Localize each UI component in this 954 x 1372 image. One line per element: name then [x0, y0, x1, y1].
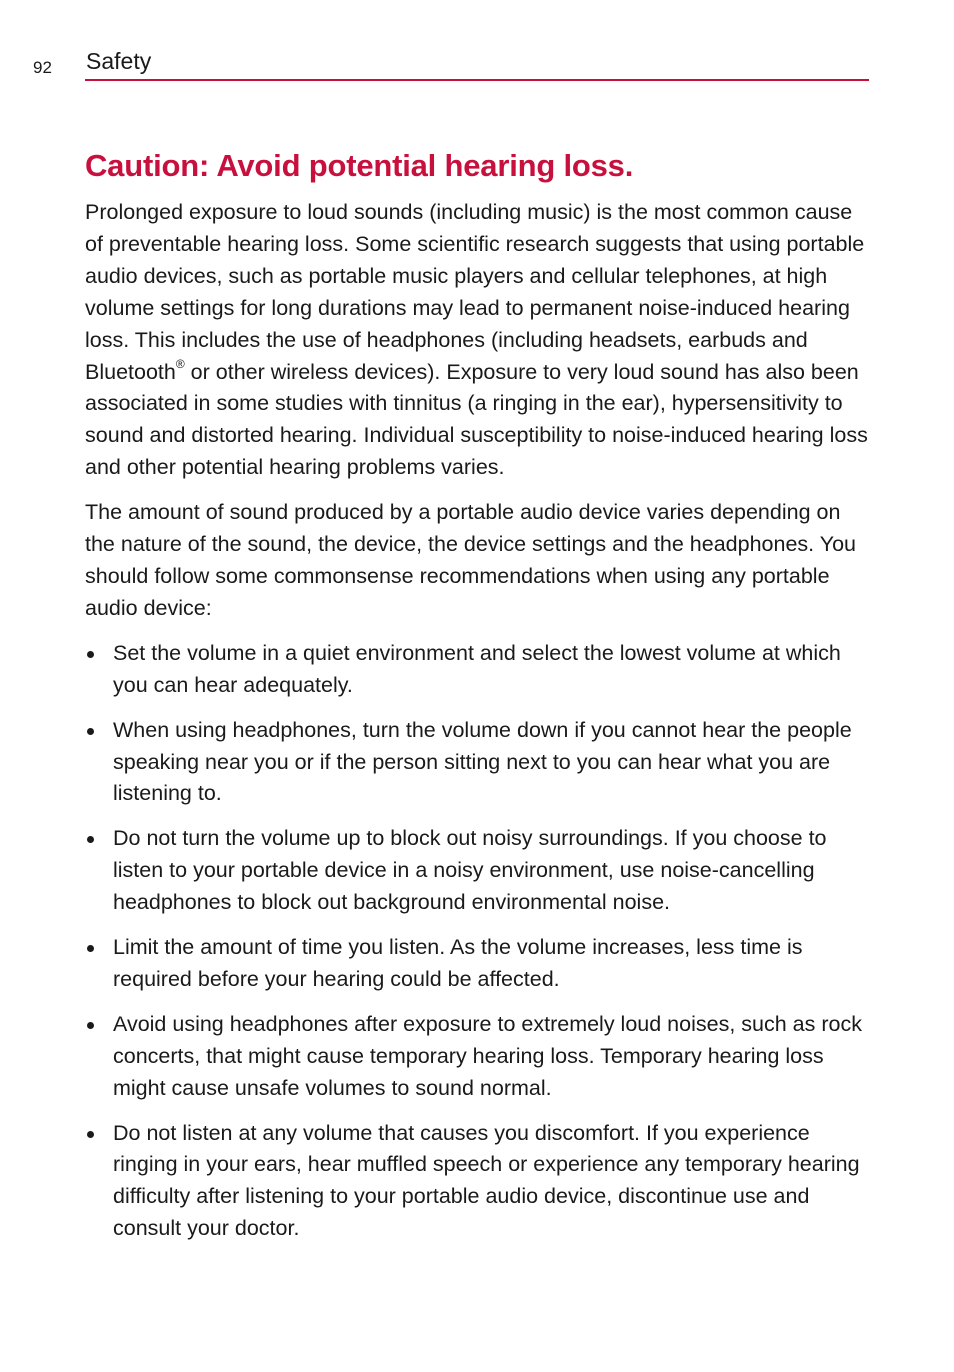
page-content	[85, 144, 871, 1258]
list-item-text: Limit the amount of time you listen. As the volume increases, less time is required before your hearing could be affected.	[113, 935, 803, 991]
intro-text-part2: or other wireless devices). Exposure to very loud sound has also been associated in some studies with tinnitus (a ringing in the ear), hypersensitivity to sound and distorted hearing. Individual susceptibility to noise-induced hearing loss and other potential hearing problems varies.	[85, 359, 868, 480]
list-item-text: Do not listen at any volume that causes you discomfort. If you experience ringing in your ears, hear muffled speech or experience any temporary hearing difficulty after listening to your portable audio device, discontinue use and consult your doctor.	[113, 1120, 860, 1241]
list-item-text: Do not turn the volume up to block out noisy surroundings. If you choose to listen to your portable device in a noisy environment, use noise-cancelling headphones to block out background environmental noise.	[113, 826, 827, 915]
bullet-dot-icon	[87, 1022, 94, 1029]
list-item	[85, 638, 871, 702]
bullet-dot-icon	[87, 1131, 94, 1138]
intro-text-part1: Prolonged exposure to loud sounds (including music) is the most common cause of preventable hearing loss. Some scientific research suggests that using portable audio devices, such as portable music players and cellular telephones, at high volume settings for long durations may lead to permanent noise-induced hearing loss. This includes the use of headphones (including headsets, earbuds and Bluetooth	[85, 200, 865, 384]
intro-paragraph	[85, 197, 871, 484]
page-title: Caution: Avoid potential hearing loss.	[85, 148, 634, 183]
bullet-dot-icon	[87, 728, 94, 735]
bullet-dot-icon	[87, 836, 94, 843]
list-item-text: Avoid using headphones after exposure to extremely loud noises, such as rock concerts, that might cause temporary hearing loss. Temporary hearing loss might cause unsafe volumes to sound normal.	[113, 1011, 862, 1100]
header-divider	[85, 79, 869, 81]
recommendations-intro-paragraph: The amount of sound produced by a portable audio device varies depending on the nature of the sound, the device, the device settings and the headphones. You should follow some commonsense recommendations when using any portable audio device:	[85, 500, 857, 620]
list-item	[85, 932, 871, 996]
list-item-text: When using headphones, turn the volume down if you cannot hear the people speaking near you or if the person sitting next to you can hear what you are listening to.	[113, 717, 852, 806]
list-item-text: Set the volume in a quiet environment and select the lowest volume at which you can hear adequately.	[113, 640, 841, 697]
list-item	[85, 1118, 871, 1246]
list-item	[85, 715, 871, 811]
bullet-dot-icon	[87, 945, 94, 952]
recommendations-list	[85, 638, 871, 1245]
page-number: 92	[33, 58, 52, 77]
bullet-dot-icon	[87, 651, 94, 658]
list-item	[85, 1009, 871, 1105]
registered-trademark-mark: ®	[175, 357, 185, 372]
list-item	[85, 823, 871, 919]
section-title: Safety	[86, 48, 152, 74]
